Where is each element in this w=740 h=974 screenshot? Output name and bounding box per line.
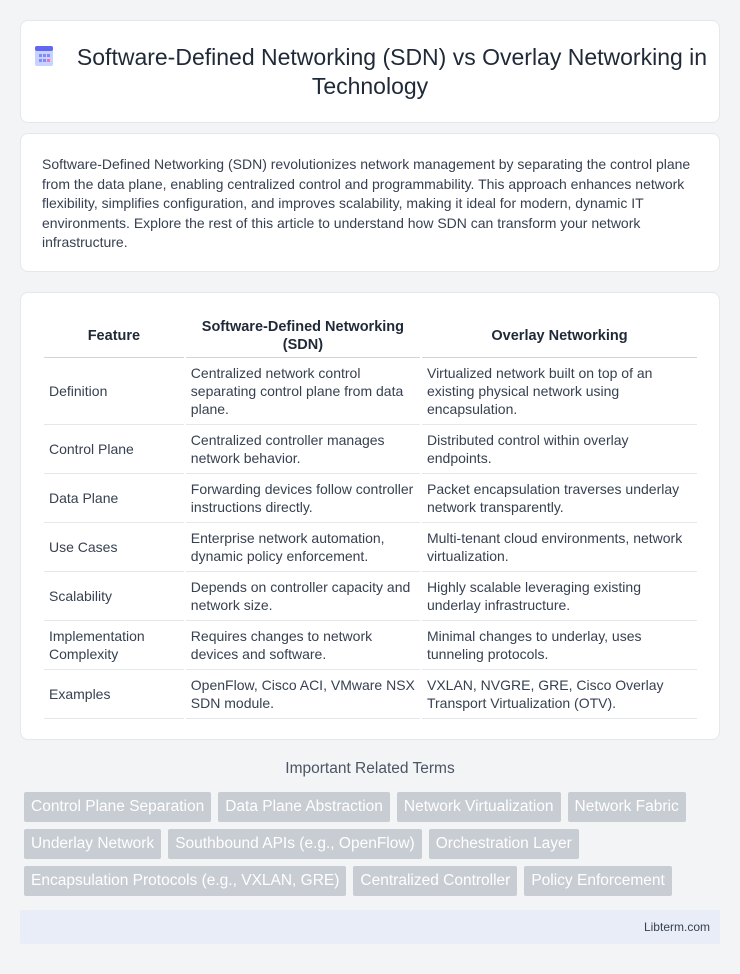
tag-row: [24, 792, 724, 822]
document-icon: [33, 45, 55, 67]
table-row: [44, 425, 697, 474]
page-title: [21, 43, 719, 101]
table-row: [44, 621, 697, 670]
row-feature: Definition: [44, 358, 184, 425]
table-row: [44, 572, 697, 621]
footer-site-link[interactable]: Libterm.com: [643, 920, 710, 934]
comparison-card: [20, 292, 720, 740]
related-term-tag[interactable]: Control Plane Separation: [24, 792, 211, 822]
table-row: [44, 474, 697, 523]
related-term-tag[interactable]: Data Plane Abstraction: [218, 792, 390, 822]
row-overlay: Minimal changes to underlay, uses tunneling protocols.: [422, 621, 697, 670]
title-card: [20, 20, 720, 123]
table-header-row: [44, 314, 697, 358]
related-terms-heading: Important Related Terms: [285, 760, 455, 777]
row-sdn: Centralized controller manages network behavior.: [186, 425, 420, 474]
row-overlay: Virtualized network built on top of an existing physical network using encapsulation.: [422, 358, 697, 425]
row-sdn: Centralized network control separating control plane from data plane.: [186, 358, 420, 425]
row-feature: Control Plane: [44, 425, 184, 474]
row-sdn: Enterprise network automation, dynamic policy enforcement.: [186, 523, 420, 572]
row-feature: Implementation Complexity: [44, 621, 184, 670]
row-feature: Data Plane: [44, 474, 184, 523]
header-sdn: Software-Defined Networking (SDN): [186, 314, 420, 358]
row-overlay: Highly scalable leveraging existing underlay infrastructure.: [422, 572, 697, 621]
tag-row: [24, 866, 724, 896]
row-overlay: VXLAN, NVGRE, GRE, Cisco Overlay Transport Virtualization (OTV).: [422, 670, 697, 719]
related-term-tag[interactable]: Orchestration Layer: [429, 829, 579, 859]
related-term-tag[interactable]: Policy Enforcement: [524, 866, 672, 896]
row-feature: Examples: [44, 670, 184, 719]
row-sdn: Forwarding devices follow controller instructions directly.: [186, 474, 420, 523]
intro-card: [20, 133, 720, 272]
related-terms-list: [24, 792, 724, 903]
row-sdn: OpenFlow, Cisco ACI, VMware NSX SDN module.: [186, 670, 420, 719]
related-term-tag[interactable]: Underlay Network: [24, 829, 161, 859]
tag-row: [24, 829, 724, 859]
header-overlay: Overlay Networking: [422, 314, 697, 358]
comparison-table: [42, 314, 699, 719]
intro-paragraph: Software-Defined Networking (SDN) revolutionizes network management by separating the control plane from the data plane, enabling centralized control and programmability. This approach enhances network flexibility, simplifies configuration, and improves scalability, making it ideal for modern, dynamic IT environments. Explore the rest of this article to understand how SDN can transform your network infrastructure.: [42, 156, 691, 250]
related-term-tag[interactable]: Encapsulation Protocols (e.g., VXLAN, GRE): [24, 866, 346, 896]
related-term-tag[interactable]: Centralized Controller: [353, 866, 517, 896]
row-feature: Scalability: [44, 572, 184, 621]
row-overlay: Packet encapsulation traverses underlay network transparently.: [422, 474, 697, 523]
row-sdn: Requires changes to network devices and software.: [186, 621, 420, 670]
related-term-tag[interactable]: Network Virtualization: [397, 792, 561, 822]
related-term-tag[interactable]: Network Fabric: [568, 792, 686, 822]
related-term-tag[interactable]: Southbound APIs (e.g., OpenFlow): [168, 829, 422, 859]
header-feature: Feature: [44, 314, 184, 358]
table-row: [44, 670, 697, 719]
row-sdn: Depends on controller capacity and network size.: [186, 572, 420, 621]
table-row: [44, 523, 697, 572]
page-title-text: Software-Defined Networking (SDN) vs Overlay Networking in Technology: [76, 44, 708, 99]
row-overlay: Multi-tenant cloud environments, network virtualization.: [422, 523, 697, 572]
footer: [20, 910, 720, 944]
table-row: [44, 358, 697, 425]
row-feature: Use Cases: [44, 523, 184, 572]
row-overlay: Distributed control within overlay endpoints.: [422, 425, 697, 474]
